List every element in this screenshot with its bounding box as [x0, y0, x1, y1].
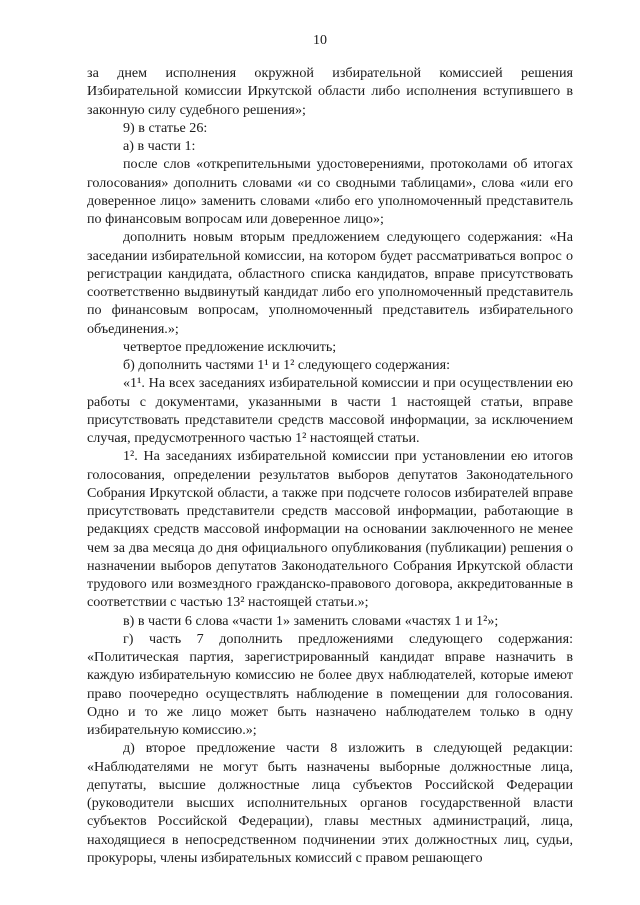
paragraph: г) часть 7 дополнить предложениями следующего содержания: «Политическая партия, зарегистрированный кандидат вправе назначить в каждую избирательную комиссию не более двух наблюдателей, которые имеют право поочередно осуществлять наблюдение в помещении для голосования. Одно и то же лицо может быть назначено наблюдателем только в одну избирательную комиссию.»; — [87, 630, 573, 738]
paragraph: в) в части 6 слова «части 1» заменить словами «частях 1 и 1²»; — [123, 612, 499, 629]
paragraph: д) второе предложение части 8 изложить в следующей редакции: «Наблюдателями не могут быть назначены выборные должностные лица, депутаты, высшие должностные лица субъектов Российской Федерации (руководители высших исполнительных органов государственной власти субъектов Российской Федерации), главы местных администраций, лица, находящиеся в непосредственном подчинении этих должностных лиц, судьи, прокуроры, члены избирательных комиссий с правом решающего — [87, 740, 573, 866]
paragraph: четвертое предложение исключить; — [123, 338, 337, 355]
document-body — [87, 64, 573, 867]
page-number: 10 — [313, 33, 327, 48]
paragraph: а) в части 1: — [123, 138, 196, 154]
paragraph: дополнить новым вторым предложением следующего содержания: «На заседании избирательной комиссии, на котором будет рассматриваться вопрос о регистрации кандидата, областного списка кандидатов, вправе присутствовать соответственно выдвинутый кандидат либо его уполномоченный представитель по финансовым вопросам, уполномоченный представитель избирательного объединения.»; — [87, 229, 573, 337]
paragraph: после слов «открепительными удостоверениями, протоколами об итогах голосования» дополнить словами «и со сводными таблицами», слова «или его доверенное лицо» заменить словами «либо его уполномоченный представитель по финансовым вопросам или доверенное лицо»; — [87, 156, 573, 227]
paragraph: б) дополнить частями 1¹ и 1² следующего содержания: — [123, 357, 450, 373]
paragraph: за днем исполнения окружной избирательной комиссией решения Избирательной комиссии Иркутской области либо исполнения вступившего в законную силу судебного решения»; — [87, 65, 573, 118]
paragraph: 9) в статье 26: — [123, 119, 208, 136]
paragraph: «1¹. На всех заседаниях избирательной комиссии и при осуществлении ею работы с документами, указанными в части 1 настоящей статьи, вправе присутствовать представители средств массовой информации, за исключением случая, предусмотренного частью 1² настоящей статьи. — [87, 375, 573, 446]
paragraph: 1². На заседаниях избирательной комиссии при установлении ею итогов голосования, определении результатов выборов депутатов Законодательного Собрания Иркутской области, а также при подсчете голосов избирателей вправе присутствовать представители средств массовой информации, работающие в редакциях средств массовой информации на основании заключенного не менее чем за два месяца до дня официального опубликования (публикации) решения о назначении выборов депутатов Законодательного Собрания Иркутской области трудового или возмездного гражданско-правового договора, аккредитованные в соответствии с частью 13² настоящей статьи.»; — [87, 448, 573, 611]
